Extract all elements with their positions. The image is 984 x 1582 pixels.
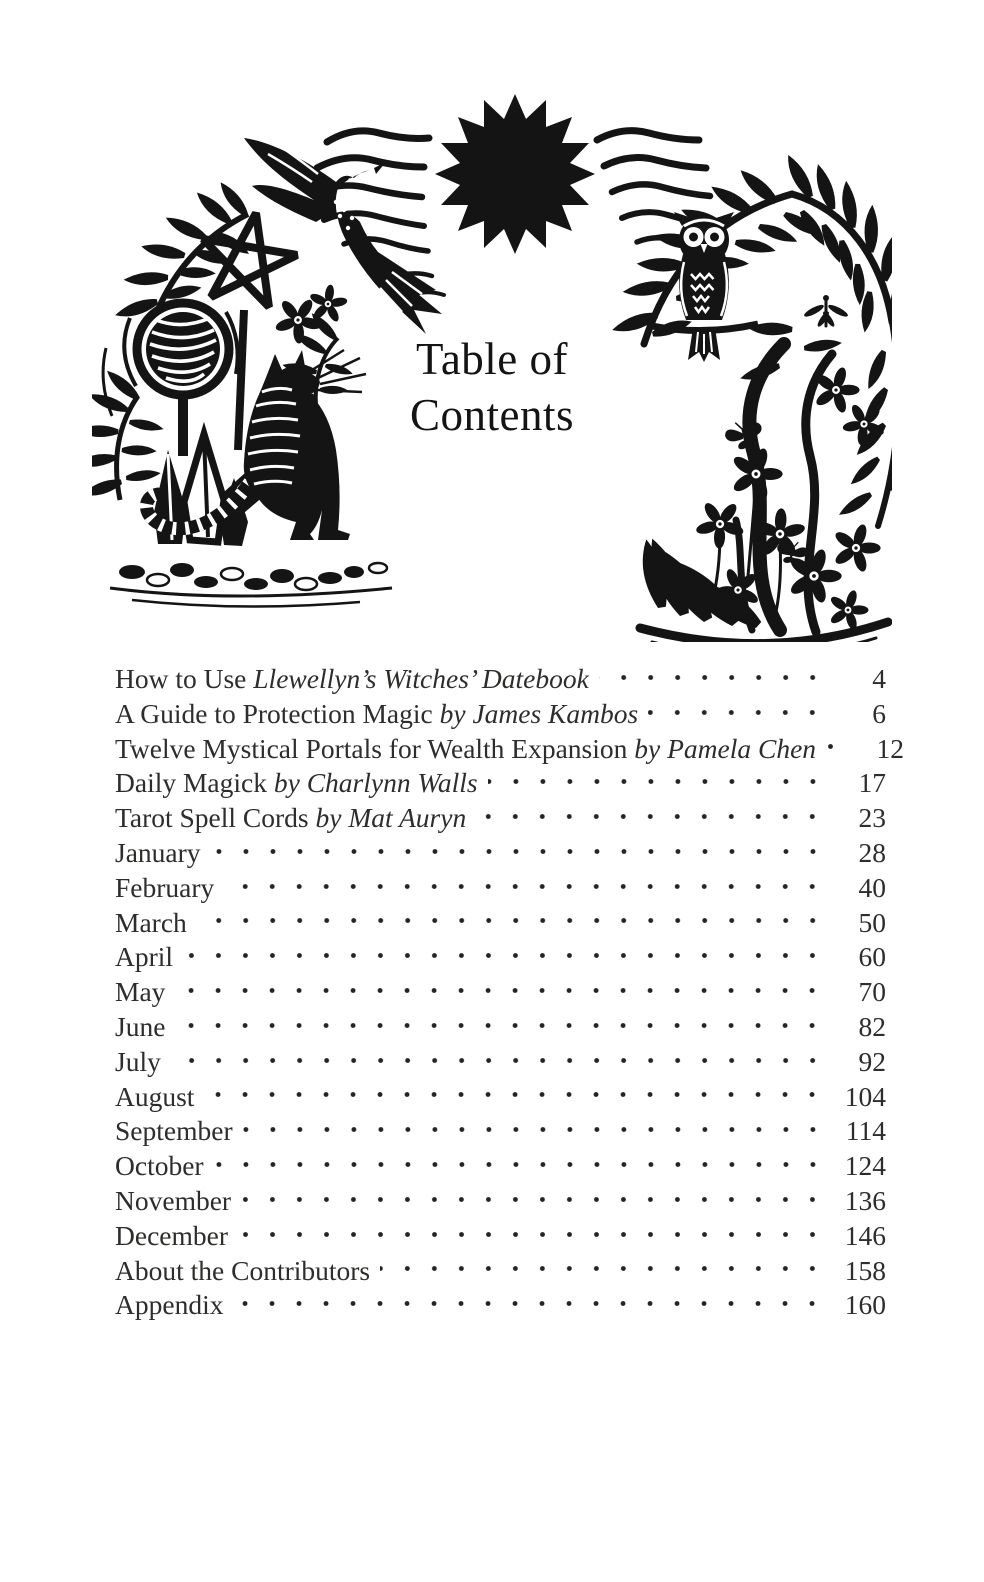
dot-leader bbox=[233, 1288, 830, 1323]
dot-leader bbox=[648, 697, 830, 732]
dot-leader bbox=[211, 836, 830, 871]
toc-entry-title: January bbox=[115, 836, 201, 868]
toc-entry-page: 40 bbox=[858, 871, 886, 903]
dot-leader bbox=[171, 1045, 830, 1080]
page-title-line1: Table of bbox=[415, 334, 569, 384]
book-page bbox=[0, 82, 984, 1582]
toc-entry-author: by Pamela Chen bbox=[634, 732, 817, 764]
toc-entry-title: October bbox=[115, 1150, 204, 1182]
toc-entry-page: 160 bbox=[844, 1289, 886, 1321]
dot-leader bbox=[197, 906, 830, 941]
toc-entry-page: 136 bbox=[844, 1184, 886, 1216]
toc-entry bbox=[115, 662, 886, 697]
dot-leader bbox=[488, 766, 830, 801]
toc-entry bbox=[115, 906, 886, 941]
pebbles bbox=[110, 563, 392, 607]
toc-entry-title: June bbox=[115, 1010, 166, 1042]
page-title bbox=[92, 332, 892, 444]
toc-entry bbox=[115, 1219, 886, 1254]
dot-leader bbox=[241, 1184, 830, 1219]
toc-entry-author: Llewellyn’s Witches’ Datebook bbox=[253, 663, 589, 694]
sun-icon bbox=[435, 94, 595, 254]
toc-entry bbox=[115, 1254, 886, 1289]
toc-entry-page: 158 bbox=[844, 1254, 886, 1286]
toc-entry-page: 124 bbox=[844, 1150, 886, 1182]
toc-entry-title: Tarot Spell Cords by Mat Auryn bbox=[115, 802, 467, 834]
dragonfly-icon bbox=[803, 295, 850, 328]
dot-leader bbox=[214, 1149, 830, 1184]
toc-entry-title: April bbox=[115, 941, 174, 973]
toc-entry-title: December bbox=[115, 1219, 228, 1251]
toc-entry-page: 50 bbox=[858, 906, 886, 938]
toc-entry-author: by Mat Auryn bbox=[315, 802, 467, 834]
dot-leader bbox=[476, 801, 830, 836]
toc-entry bbox=[115, 1080, 886, 1115]
dot-leader bbox=[243, 1114, 830, 1149]
toc-entry-title: Appendix bbox=[115, 1289, 224, 1321]
toc-entry-page: 60 bbox=[858, 941, 886, 973]
toc-entry-page: 23 bbox=[858, 802, 886, 834]
toc-entry-title: August bbox=[115, 1080, 195, 1112]
arch-illustration bbox=[92, 82, 892, 642]
toc-entry-page: 92 bbox=[858, 1045, 886, 1077]
toc-entry-page: 28 bbox=[858, 836, 886, 868]
toc-entry bbox=[115, 697, 886, 732]
dot-leader bbox=[238, 1219, 830, 1254]
toc-entry-title: A Guide to Protection Magic by James Kambos bbox=[115, 697, 639, 729]
toc-entry-page: 12 bbox=[876, 732, 905, 764]
toc-entry-title: About the Contributors bbox=[115, 1254, 371, 1286]
toc-entry bbox=[115, 732, 905, 767]
toc-entry-title: September bbox=[115, 1115, 233, 1147]
dot-leader bbox=[183, 940, 830, 975]
toc-entry-title: How to Use Llewellyn’s Witches’ Datebook bbox=[115, 663, 589, 694]
toc-entry-author: by Charlynn Walls bbox=[273, 767, 478, 799]
toc-entry-page: 146 bbox=[844, 1219, 886, 1251]
toc-entry-title: Daily Magick by Charlynn Walls bbox=[115, 767, 478, 799]
toc-entry bbox=[115, 1114, 886, 1149]
toc-entry-author: by James Kambos bbox=[439, 697, 639, 729]
toc-entry-page: 82 bbox=[858, 1010, 886, 1042]
toc-entry bbox=[115, 801, 886, 836]
toc-entry bbox=[115, 940, 886, 975]
toc-entry-title: November bbox=[115, 1184, 232, 1216]
dot-leader bbox=[380, 1254, 830, 1289]
toc-entry-page: 17 bbox=[858, 767, 886, 799]
toc-entry-page: 6 bbox=[872, 697, 886, 729]
page-title-line2: Contents bbox=[409, 389, 574, 440]
toc-entry bbox=[115, 1010, 886, 1045]
toc-entry bbox=[115, 1045, 886, 1080]
toc-entry bbox=[115, 836, 886, 871]
dot-leader bbox=[599, 662, 830, 697]
toc-entry bbox=[115, 1288, 886, 1323]
toc-entry bbox=[115, 871, 886, 906]
toc-entry-title: February bbox=[115, 871, 215, 903]
toc-entry-page: 70 bbox=[858, 976, 886, 1008]
toc-entry-title: Twelve Mystical Portals for Wealth Expansion by Pamela Chen bbox=[115, 732, 817, 764]
toc-entry bbox=[115, 1149, 886, 1184]
toc-entry-title: May bbox=[115, 976, 166, 1008]
dot-leader bbox=[175, 1010, 830, 1045]
toc-entry-page: 104 bbox=[844, 1080, 886, 1112]
toc-entry-title: July bbox=[115, 1045, 161, 1077]
toc-list bbox=[115, 662, 905, 1323]
dot-leader bbox=[204, 1080, 830, 1115]
toc-entry-page: 4 bbox=[872, 663, 886, 694]
toc-entry bbox=[115, 975, 886, 1010]
dot-leader bbox=[175, 975, 830, 1010]
toc-entry bbox=[115, 1184, 886, 1219]
toc-entry bbox=[115, 766, 886, 801]
toc-entry-page: 114 bbox=[845, 1115, 886, 1147]
dot-leader bbox=[224, 871, 830, 906]
toc-entry-title: March bbox=[115, 906, 187, 938]
dot-leader bbox=[826, 732, 848, 767]
